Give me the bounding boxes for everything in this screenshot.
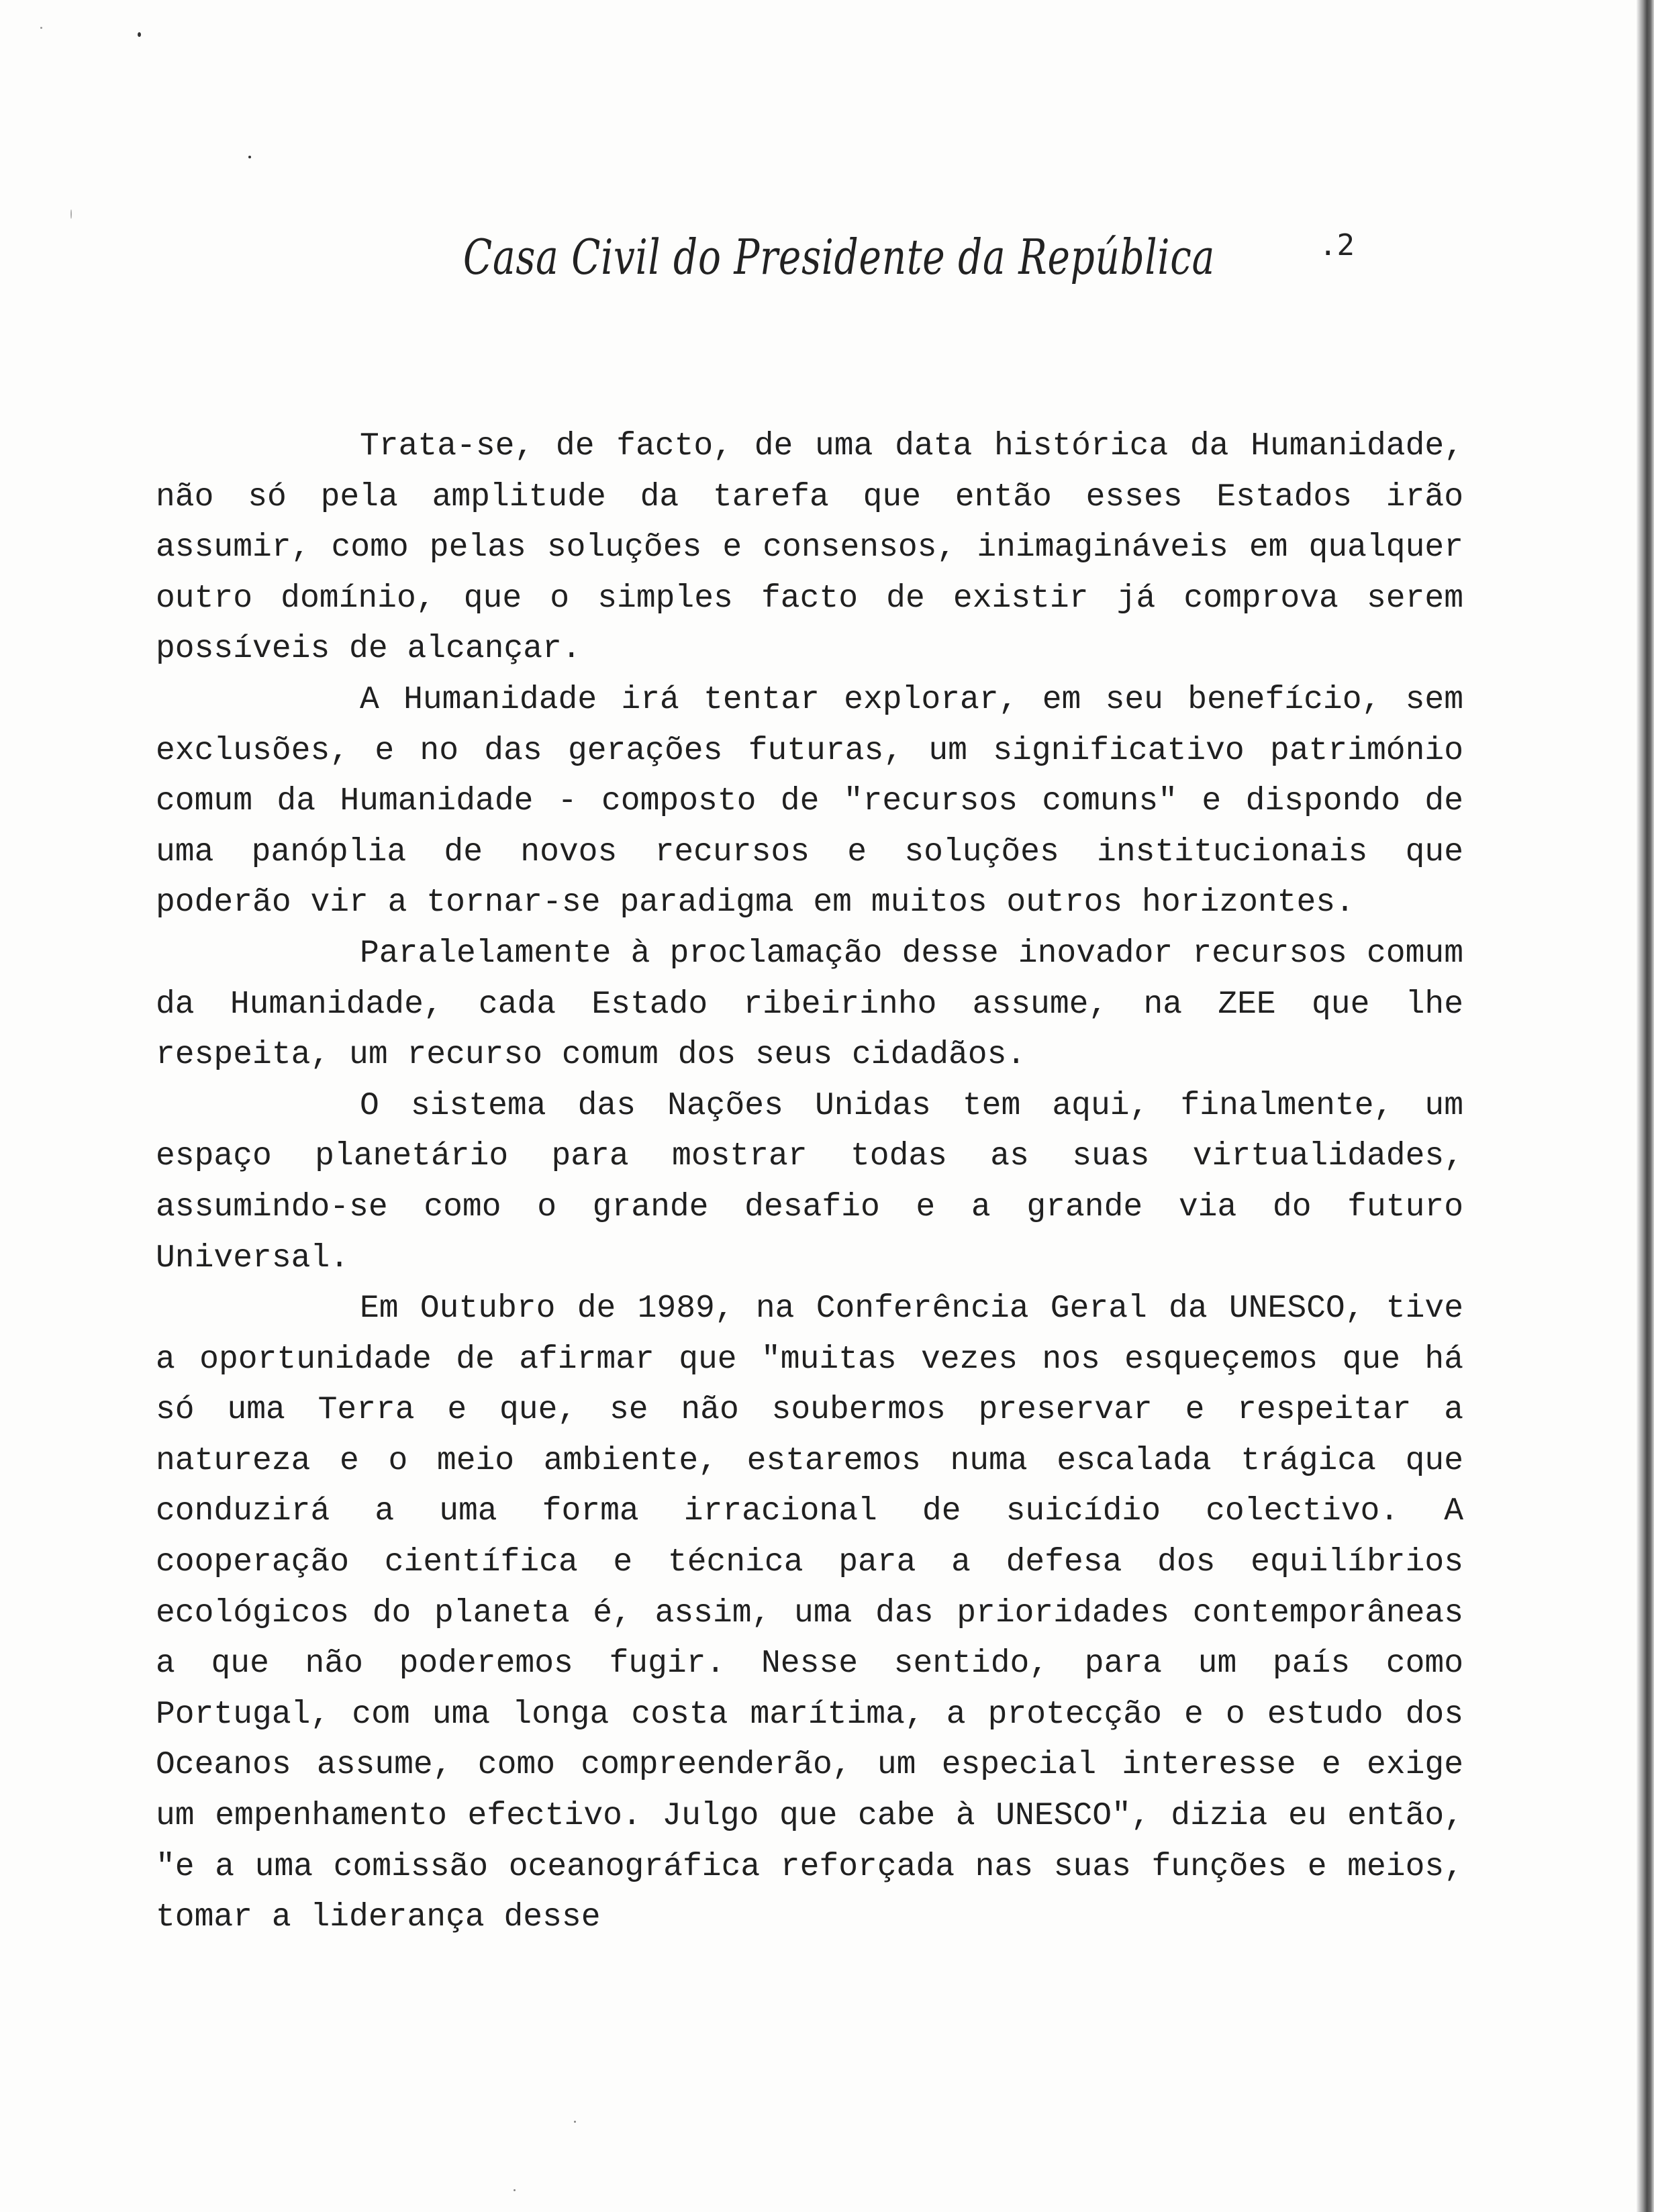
letterhead-text: Casa Civil do Presidente da República [463, 229, 1215, 285]
document-body [156, 421, 1463, 1944]
letterhead-title [463, 221, 1222, 295]
scan-speck [248, 156, 251, 158]
letterhead-script [463, 221, 1222, 295]
scan-speck [40, 27, 42, 29]
page-number: .2 [1319, 228, 1355, 262]
paragraph: Paralelamente à proclamação desse inovador recursos comum da Humanidade, cada Estado ribeirinho assume, na ZEE que lhe respeita, um recurso comum dos seus cidadãos. [156, 935, 1463, 1074]
paragraph: Em Outubro de 1989, na Conferência Geral da UNESCO, tive a oportunidade de afirmar que "muitas vezes nos esqueçemos que há só uma Terra e que, se não soubermos preservar e respeitar a natureza e o meio ambiente, estaremos numa escalada trágica que conduzirá a uma forma irracional de suicídio colectivo. A cooperação científica e técnica para a defesa dos equilíbrios ecológicos do planeta é, assim, uma das prioridades contemporâneas a que não poderemos fugir. Nesse sentido, para um país como Portugal, com uma longa costa marítima, a protecção e o estudo dos Oceanos assume, como compreenderão, um especial interesse e exige um empenhamento efectivo. Julgo que cabe à UNESCO", dizia eu então, "e a uma comissão oceanográfica reforçada nas suas funções e meios, tomar a liderança desse [156, 1291, 1463, 1936]
paragraph: Trata-se, de facto, de uma data histórica da Humanidade, não só pela amplitude da tarefa que então esses Estados irão assumir, como pelas soluções e consensos, inimagináveis em qualquer outro domínio, que o simples facto de existir já comprova serem possíveis de alcançar. [156, 428, 1463, 668]
scan-speck [138, 32, 141, 37]
paragraph: O sistema das Nações Unidas tem aqui, finalmente, um espaço planetário para mostrar todas as suas virtualidades, assumindo-se como o grande desafio e a grande via do futuro Universal. [156, 1087, 1463, 1276]
paragraph: A Humanidade irá tentar explorar, em seu benefício, sem exclusões, e no das gerações futuras, um significativo património comum da Humanidade - composto de "recursos comuns" e dispondo de uma panóplia de novos recursos e soluções institucionais que poderão vir a tornar-se paradigma em muitos outros horizontes. [156, 681, 1463, 921]
scan-speck [574, 2121, 576, 2123]
scan-speck [514, 2189, 516, 2191]
scan-edge-shadow [1637, 0, 1654, 2212]
scan-speck [70, 209, 72, 219]
